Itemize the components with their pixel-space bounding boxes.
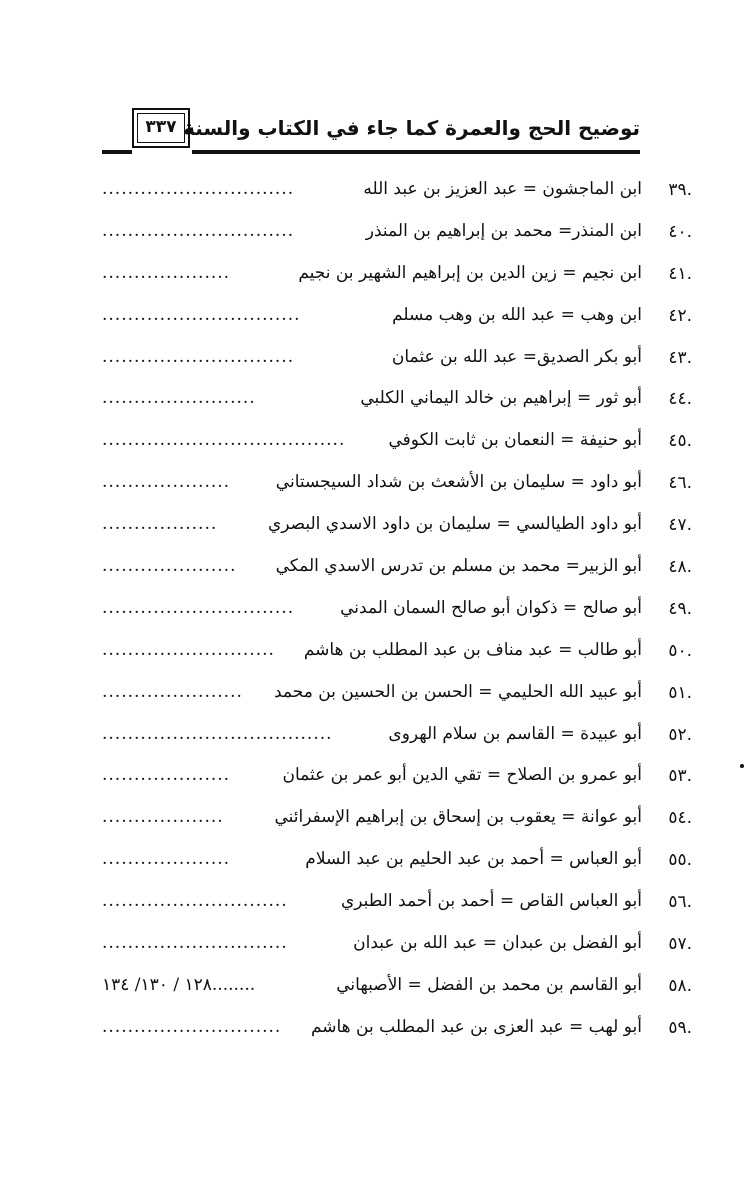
index-entry bbox=[100, 338, 692, 380]
index-entry bbox=[100, 924, 692, 966]
entry-dots: .................... bbox=[102, 765, 231, 786]
entry-number: ٤٢. bbox=[668, 305, 692, 326]
entry-number: ٥٩. bbox=[668, 1017, 692, 1038]
entry-number: ٥٧. bbox=[668, 934, 692, 955]
entry-text: أبو عبيدة = القاسم بن سلام الهروى bbox=[388, 723, 642, 744]
entry-text: أبو صالح = ذكوان أبو صالح السمان المدني bbox=[340, 597, 642, 618]
entry-number: ٥٨. bbox=[668, 975, 692, 996]
index-entry bbox=[100, 463, 692, 505]
page-number-box bbox=[132, 108, 190, 148]
page-number: ٣٣٧ bbox=[145, 117, 177, 137]
index-entry bbox=[100, 756, 692, 798]
entry-text: ابن الماجشون = عبد العزيز بن عبد الله bbox=[363, 179, 642, 199]
entry-text: أبو داود = سليمان بن الأشعث بن شداد السيجستاني bbox=[275, 472, 642, 493]
entry-leader bbox=[102, 263, 230, 283]
header-rule-left bbox=[102, 150, 132, 154]
index-entry bbox=[100, 296, 692, 338]
entry-number: ٤٤. bbox=[668, 389, 692, 410]
index-entry bbox=[100, 715, 692, 757]
entry-leader bbox=[102, 305, 301, 325]
entry-leader bbox=[102, 807, 224, 827]
entry-pages: ١٢٨ / ١٣٠/ ١٣٤ bbox=[102, 974, 212, 995]
entry-number: ٥٥. bbox=[668, 850, 692, 871]
entry-leader bbox=[102, 430, 345, 450]
index-entry bbox=[100, 1008, 692, 1050]
entry-number: ٣٩. bbox=[668, 180, 692, 200]
entry-dots: .................... bbox=[102, 472, 231, 493]
entry-dots: .................. bbox=[102, 514, 218, 535]
index-entry bbox=[100, 421, 692, 463]
entry-dots: ........ bbox=[211, 974, 256, 995]
entry-leader bbox=[102, 724, 333, 744]
entry-number: ٤٩. bbox=[668, 598, 692, 619]
entry-leader bbox=[102, 179, 294, 199]
entry-number: ٤٦. bbox=[668, 473, 692, 494]
entry-text: أبو الزبير= محمد بن مسلم بن تدرس الاسدي المكي bbox=[275, 556, 642, 577]
entry-number: ٥٠. bbox=[668, 640, 692, 661]
running-title: توضيح الحج والعمرة كما جاء في الكتاب والسنة bbox=[183, 116, 640, 140]
entry-text: أبو عمرو بن الصلاح = تقي الدين أبو عمر بن عثمان bbox=[282, 765, 642, 786]
entry-text: أبو عوانة = يعقوب بن إسحاق بن إبراهيم الإسفرائني bbox=[274, 807, 642, 828]
entry-leader bbox=[102, 514, 217, 534]
entry-dots: .................... bbox=[102, 849, 231, 870]
entry-leader bbox=[102, 849, 230, 869]
entry-dots: ............................ bbox=[102, 1016, 282, 1037]
index-entry bbox=[100, 170, 692, 212]
entry-dots: ........................ bbox=[102, 388, 256, 409]
entry-leader bbox=[102, 765, 230, 785]
index-entry bbox=[100, 840, 692, 882]
entry-leader bbox=[102, 1017, 281, 1037]
entry-dots: .............................. bbox=[102, 220, 295, 241]
index-entry bbox=[100, 631, 692, 673]
entry-number: ٥١. bbox=[668, 682, 692, 703]
entry-number: ٤١. bbox=[668, 263, 692, 284]
entry-leader bbox=[102, 891, 288, 911]
entry-text: ابن المنذر= محمد بن إبراهيم بن المنذر bbox=[365, 220, 642, 241]
entry-text: ابن وهب = عبد الله بن وهب مسلم bbox=[392, 304, 642, 325]
page-header bbox=[100, 108, 640, 156]
index-entry bbox=[100, 254, 692, 296]
entry-number: ٥٣. bbox=[668, 766, 692, 787]
index-entry bbox=[100, 798, 692, 840]
entry-leader bbox=[102, 640, 275, 660]
header-rule-right bbox=[192, 150, 640, 154]
entry-text: أبو لهب = عبد العزى بن عبد المطلب بن هاشم bbox=[310, 1016, 642, 1037]
entry-dots: ............................. bbox=[102, 891, 288, 912]
entry-leader bbox=[102, 347, 294, 367]
entry-leader bbox=[102, 556, 236, 576]
entry-dots: .............................. bbox=[102, 346, 295, 367]
entry-dots: ...................................... bbox=[102, 430, 346, 451]
index-entry bbox=[100, 379, 692, 421]
entry-text: أبو داود الطيالسي = سليمان بن داود الاسدي البصري bbox=[267, 514, 642, 535]
entry-dots: .................... bbox=[102, 262, 231, 283]
entry-text: أبو عبيد الله الحليمي = الحسن بن الحسين بن محمد bbox=[274, 681, 642, 702]
entry-dots: .............................. bbox=[102, 597, 295, 618]
entry-dots: ............................. bbox=[102, 933, 288, 954]
entry-dots: ...................... bbox=[102, 681, 243, 702]
entry-number: ٤٠. bbox=[668, 221, 692, 242]
entry-leader bbox=[102, 388, 256, 408]
entry-leader bbox=[102, 221, 294, 241]
index-entry bbox=[100, 212, 692, 254]
entry-text: أبو حنيفة = النعمان بن ثابت الكوفي bbox=[388, 430, 642, 451]
entry-dots: ........................... bbox=[102, 639, 275, 660]
entry-leader bbox=[102, 975, 255, 995]
entry-text: أبو طالب = عبد مناف بن عبد المطلب بن هاشم bbox=[303, 639, 642, 660]
entry-text: أبو بكر الصديق= عبد الله بن عثمان bbox=[391, 346, 642, 367]
entry-text: أبو الفضل بن عبدان = عبد الله بن عبدان bbox=[353, 933, 642, 954]
entry-leader bbox=[102, 472, 230, 492]
index-entry bbox=[100, 882, 692, 924]
index-list bbox=[100, 170, 692, 1050]
index-entry bbox=[100, 505, 692, 547]
entry-text: ابن نجيم = زين الدين بن إبراهيم الشهير بن نجيم bbox=[298, 262, 642, 283]
entry-dots: .............................. bbox=[102, 179, 295, 199]
entry-text: أبو القاسم بن محمد بن الفضل = الأصبهاني bbox=[336, 974, 642, 995]
entry-number: ٥٤. bbox=[668, 808, 692, 829]
index-entry bbox=[100, 589, 692, 631]
entry-dots: ..................... bbox=[102, 556, 237, 577]
entry-dots: ............................... bbox=[102, 304, 301, 325]
entry-dots: .................................... bbox=[102, 723, 333, 744]
entry-number: ٤٧. bbox=[668, 515, 692, 536]
entry-dots: ................... bbox=[102, 807, 224, 828]
margin-mark bbox=[740, 764, 744, 768]
entry-number: ٤٣. bbox=[668, 347, 692, 368]
entry-number: ٥٦. bbox=[668, 892, 692, 913]
entry-number: ٤٥. bbox=[668, 431, 692, 452]
index-entry bbox=[100, 966, 692, 1008]
entry-text: أبو العباس = أحمد بن عبد الحليم بن عبد السلام bbox=[305, 849, 642, 870]
entry-leader bbox=[102, 933, 288, 953]
entry-leader bbox=[102, 682, 243, 702]
entry-number: ٥٢. bbox=[668, 724, 692, 745]
index-entry bbox=[100, 673, 692, 715]
entry-text: أبو ثور = إبراهيم بن خالد اليماني الكلبي bbox=[360, 388, 642, 409]
entry-number: ٤٨. bbox=[668, 557, 692, 578]
entry-text: أبو العباس القاص = أحمد بن أحمد الطبري bbox=[340, 891, 642, 912]
entry-leader bbox=[102, 598, 294, 618]
index-entry bbox=[100, 547, 692, 589]
